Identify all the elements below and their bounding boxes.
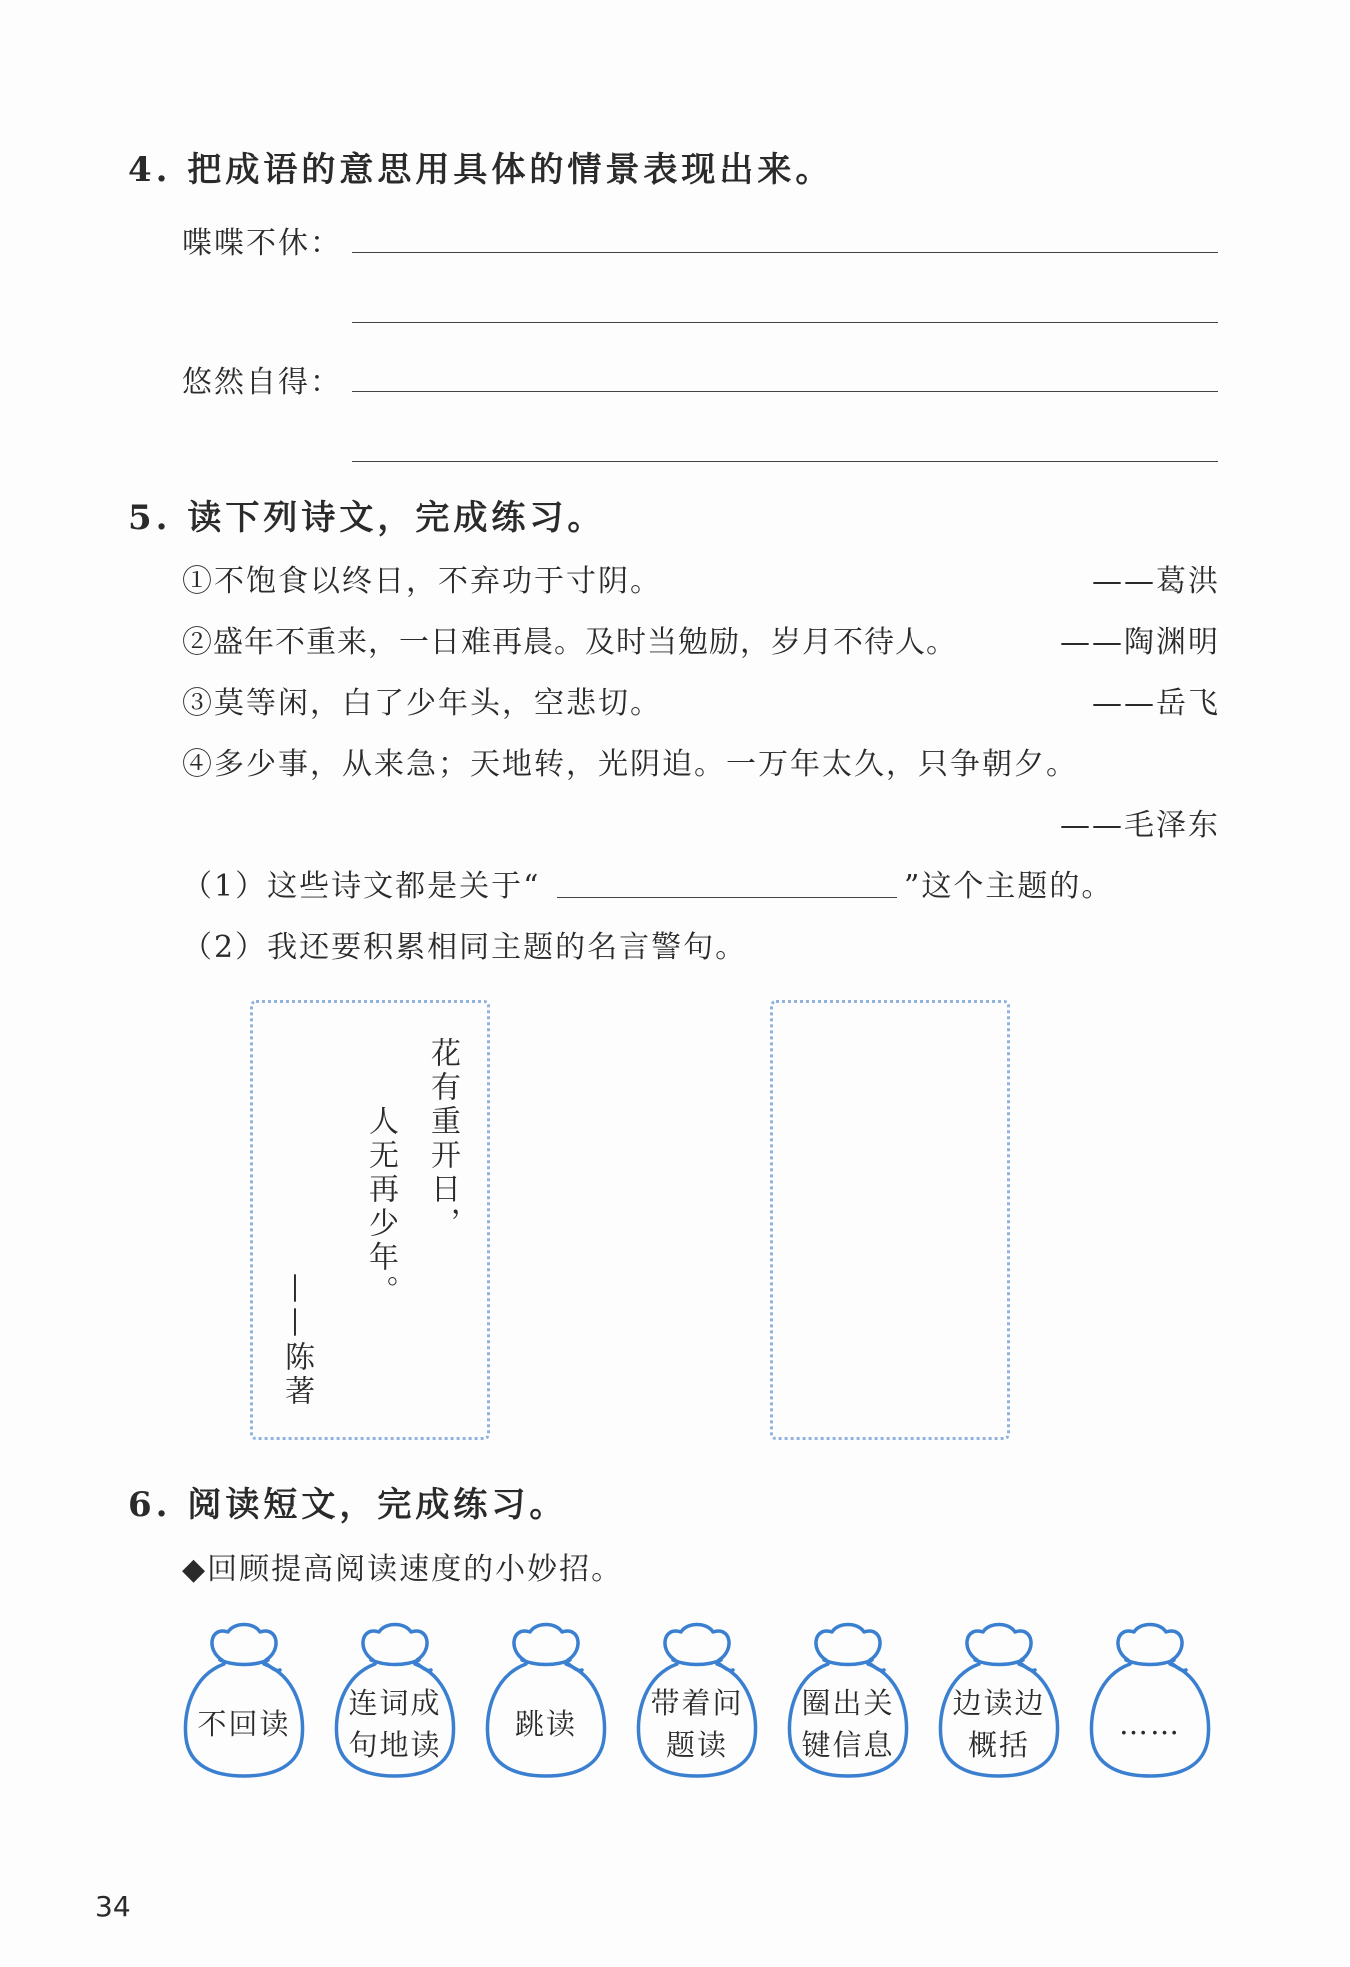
bag-6-label: 边读边概括 <box>952 1686 1046 1762</box>
quote-card-line-2: 人无再少年。 <box>363 1105 398 1309</box>
bag-4 <box>633 1620 761 1780</box>
q4-heading: 4. 把成语的意思用具体的情景表现出来。 <box>128 150 834 190</box>
q4-item-1-label: 喋喋不休： <box>182 226 342 261</box>
q4-item-2-answer-line-2[interactable] <box>352 461 1218 462</box>
q5-heading: 5. 读下列诗文，完成练习。 <box>128 498 606 538</box>
q6-bullet: ◆回顾提高阅读速度的小妙招。 <box>182 1552 624 1587</box>
q6-heading: 6. 阅读短文，完成练习。 <box>128 1485 568 1525</box>
bag-6 <box>935 1620 1063 1780</box>
bag-1 <box>180 1620 308 1780</box>
poem-4-text: ④多少事，从来急；天地转，光阴迫。一万年太久，只争朝夕。 <box>182 747 1078 782</box>
q4-item-2-answer-line-1[interactable] <box>352 391 1218 392</box>
quote-card-author: ——陈著 <box>279 1273 314 1409</box>
poem-3-text: ③莫等闲，白了少年头，空悲切。 <box>182 686 662 721</box>
poem-3-author: ——岳飞 <box>1092 686 1220 721</box>
bag-5-label: 圈出关键信息 <box>801 1686 895 1762</box>
bag-5 <box>784 1620 912 1780</box>
bag-4-label: 带着问题读 <box>650 1686 744 1762</box>
q4-item-1-answer-line-2[interactable] <box>352 322 1218 323</box>
quote-card-blank[interactable] <box>770 1000 1010 1440</box>
q5-sub1-answer-blank[interactable] <box>557 897 897 898</box>
page-number: 34 <box>95 1890 131 1923</box>
bag-2 <box>331 1620 459 1780</box>
poem-2-author: ——陶渊明 <box>1060 625 1220 660</box>
q5-sub1-prefix: （1）这些诗文都是关于“ <box>182 869 541 904</box>
q4-item-2-label: 悠然自得： <box>182 365 342 400</box>
quote-card-example <box>250 1000 490 1440</box>
bag-3 <box>482 1620 610 1780</box>
quote-card-line-1: 花有重开日， <box>425 1037 460 1241</box>
q5-sub1-suffix: ”这个主题的。 <box>904 869 1114 904</box>
bag-2-label: 连词成句地读 <box>348 1686 442 1762</box>
q4-item-1-answer-line-1[interactable] <box>352 252 1218 253</box>
poem-1-author: ——葛洪 <box>1092 564 1220 599</box>
bag-7-label: …… <box>1119 1707 1181 1741</box>
q5-sub2-text: （2）我还要积累相同主题的名言警句。 <box>182 930 748 965</box>
bag-3-label: 跳读 <box>514 1707 577 1741</box>
bag-7 <box>1086 1620 1214 1780</box>
poem-4-author: ——毛泽东 <box>1060 808 1220 843</box>
bag-1-label: 不回读 <box>197 1707 291 1741</box>
poem-2-text: ②盛年不重来，一日难再晨。及时当勉励，岁月不待人。 <box>182 625 957 660</box>
poem-1-text: ①不饱食以终日，不弃功于寸阴。 <box>182 564 662 599</box>
